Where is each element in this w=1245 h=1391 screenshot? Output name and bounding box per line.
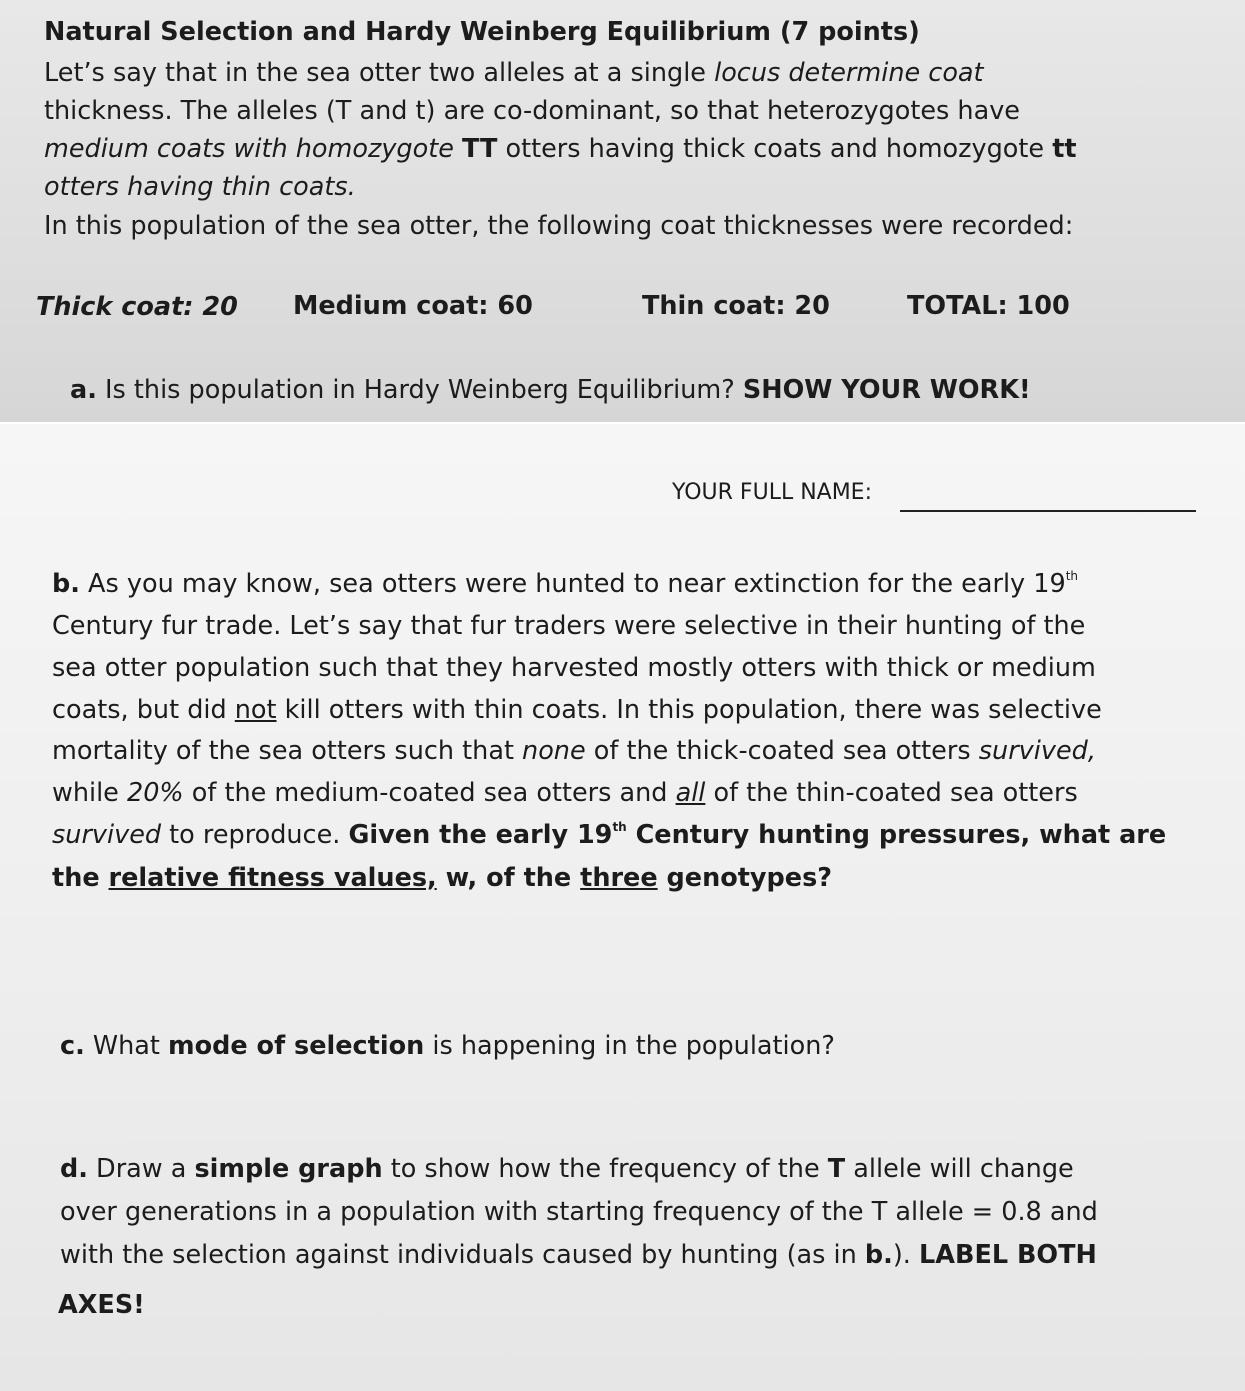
intro-line-5: In this population of the sea otter, the following coat thicknesses were recorded: [44, 211, 1074, 241]
thin-coat-count: Thin coat: 20 [642, 291, 830, 321]
question-d-line-4: AXES! [58, 1290, 145, 1320]
question-b-line-6: while 20% of the medium-coated sea otters and all of the thin-coated sea otters [52, 778, 1078, 808]
question-b-line-5: mortality of the sea otters such that none of the thick-coated sea otters survived, [52, 736, 1096, 766]
intro-line-1: Let’s say that in the sea otter two alleles at a single locus determine coat [44, 58, 984, 88]
name-label: YOUR FULL NAME: [672, 480, 872, 505]
question-d-line-3: with the selection against individuals caused by hunting (as in b.). LABEL BOTH [60, 1240, 1097, 1270]
question-d-line-2: over generations in a population with starting frequency of the T allele = 0.8 and [60, 1197, 1098, 1227]
intro-line-3: medium coats with homozygote TT otters having thick coats and homozygote tt [44, 134, 1077, 164]
question-b-line-2: Century fur trade. Let’s say that fur traders were selective in their hunting of the [52, 611, 1086, 641]
question-b-line-1: b. As you may know, sea otters were hunted to near extinction for the early 19th [52, 569, 1078, 599]
medium-coat-count: Medium coat: 60 [293, 291, 533, 321]
question-b-line-3: sea otter population such that they harvested mostly otters with thick or medium [52, 653, 1096, 683]
question-c: c. What mode of selection is happening in the population? [60, 1031, 835, 1061]
question-b-line-7: survived to reproduce. Given the early 19th Century hunting pressures, what are [52, 820, 1167, 850]
total-count: TOTAL: 100 [907, 291, 1070, 321]
intro-line-2: thickness. The alleles (T and t) are co-dominant, so that heterozygotes have [44, 96, 1020, 126]
question-d-line-1: d. Draw a simple graph to show how the frequency of the T allele will change [60, 1154, 1074, 1184]
title: Natural Selection and Hardy Weinberg Equilibrium (7 points) [44, 17, 920, 47]
question-a: a. Is this population in Hardy Weinberg Equilibrium? SHOW YOUR WORK! [70, 375, 1031, 405]
question-b-line-8: the relative fitness values, w, of the three genotypes? [52, 863, 833, 893]
name-field-underline[interactable] [900, 510, 1196, 512]
question-b-line-4: coats, but did not kill otters with thin coats. In this population, there was selective [52, 695, 1102, 725]
top-photo-section [0, 0, 1245, 422]
intro-line-4: otters having thin coats. [44, 172, 356, 202]
thick-coat-count: Thick coat: 20 [36, 292, 238, 322]
